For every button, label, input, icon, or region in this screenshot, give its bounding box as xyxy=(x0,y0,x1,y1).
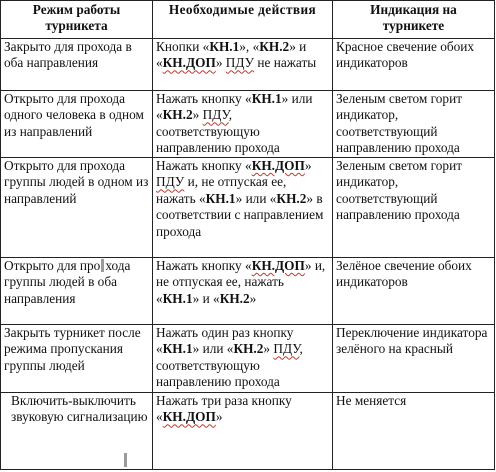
text-cursor-marker xyxy=(124,453,127,467)
button-name: КН.2 xyxy=(276,190,307,206)
remote-abbrev: ПДУ xyxy=(225,55,255,71)
header-mode-line2: турникета xyxy=(45,18,108,33)
remote-abbrev: ПДУ xyxy=(202,107,229,123)
button-name: КН.1 xyxy=(251,91,282,106)
remote-abbrev: ПДУ xyxy=(156,174,185,190)
table-row xyxy=(1,325,495,393)
button-name: КН.2 xyxy=(219,290,250,306)
table-row xyxy=(1,91,495,158)
indication-cell: Зеленым светом горит индикатор, соответствующий направлению прохода xyxy=(333,158,495,258)
indication-cell: Зелёное свечение обоих индикаторов xyxy=(333,258,495,325)
mode-cell: Включить-выключить звуковую сигнализацию xyxy=(1,393,153,470)
action-cell: Нажать кнопку «КН.ДОП» и, не отпуская ее, нажать «КН.1» и «КН.2» xyxy=(153,258,333,325)
mode-cell: Закрыто для прохода в оба направления xyxy=(1,39,153,91)
indication-cell: Красное свечение обоих индикаторов xyxy=(333,39,495,91)
button-name: КН.1 xyxy=(209,39,240,54)
action-cell: Нажать кнопку «КН.ДОП» ПДУ и, не отпуская ее, нажать «КН.1» или «КН.2» в соответствии с направлением прохода xyxy=(153,158,333,258)
header-indication-line1: Индикация на xyxy=(370,2,457,17)
button-name: КН.1 xyxy=(162,290,193,306)
action-cell: Нажать три раза кнопку «КН.ДОП» xyxy=(153,393,333,470)
action-cell: Нажать один раз кнопку «КН.1» или «КН.2» ПДУ, соответствующую направлению прохода xyxy=(153,325,333,393)
button-name: КН.2 xyxy=(259,39,290,54)
header-mode xyxy=(1,1,153,39)
button-name: КН.ДОП xyxy=(251,258,305,273)
action-cell: Нажать кнопку «КН.1» или «КН.2» ПДУ, соответствующую направлению прохода xyxy=(153,91,333,158)
indication-cell: Не меняется xyxy=(333,393,495,470)
action-cell: Кнопки «КН.1», «КН.2» и «КН.ДОП» ПДУ не нажаты xyxy=(153,39,333,91)
indication-cell: Переключение индикатора зелёного на красный xyxy=(333,325,495,393)
button-name: КН.ДОП xyxy=(162,409,216,425)
mode-cell: Открыто для про хода группы людей в оба направления xyxy=(1,258,153,325)
indication-cell: Зеленым светом горит индикатор, соответствующий направлению прохода xyxy=(333,91,495,158)
remote-abbrev: ПДУ xyxy=(273,341,300,357)
header-actions: Необходимые действия xyxy=(153,1,333,39)
table-row xyxy=(1,158,495,258)
header-indication xyxy=(333,1,495,39)
header-indication-line2: турникете xyxy=(382,18,445,33)
table-row xyxy=(1,39,495,91)
table-row xyxy=(1,258,495,325)
button-name: КН.1 xyxy=(162,341,193,357)
button-name: КН.2 xyxy=(233,341,264,357)
table-row xyxy=(1,393,495,470)
header-mode-line1: Режим работы xyxy=(32,2,121,17)
mode-cell: Открыто для прохода группы людей в одном из направлений xyxy=(1,158,153,258)
text-cursor-marker xyxy=(101,259,104,272)
mode-cell: Закрыть турникет после режима пропускания группы людей xyxy=(1,325,153,393)
table-header-row xyxy=(1,1,495,39)
button-name: КН.2 xyxy=(162,107,193,123)
button-name: КН.ДОП xyxy=(162,55,216,71)
button-name: КН.ДОП xyxy=(251,158,305,173)
button-name: КН.1 xyxy=(205,190,236,206)
mode-cell: Открыто для прохода одного человека в одном из направлений xyxy=(1,91,153,158)
